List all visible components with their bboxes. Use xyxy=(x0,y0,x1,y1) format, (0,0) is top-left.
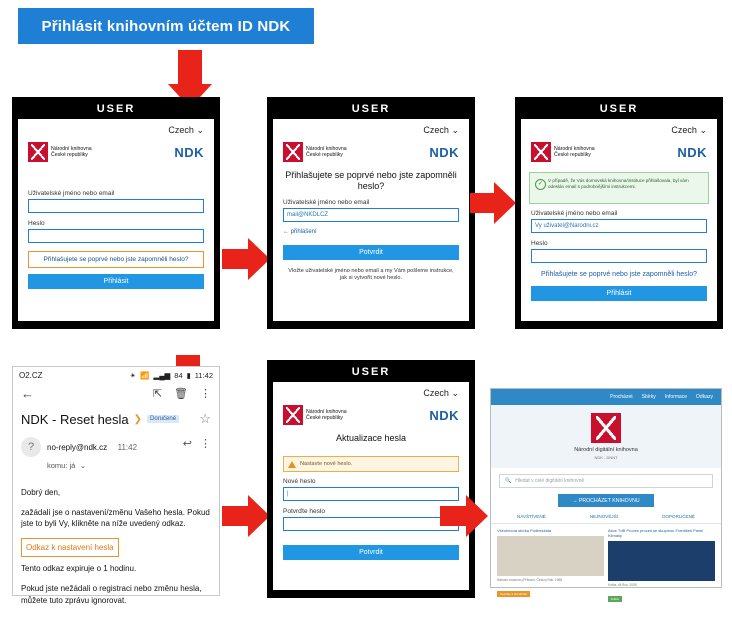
back-to-login-link[interactable]: ← přihlášení xyxy=(283,228,317,235)
logo-row xyxy=(18,136,214,164)
phone-step1 xyxy=(12,97,220,329)
nk-mark-icon xyxy=(283,405,303,425)
search-input[interactable] xyxy=(499,474,713,488)
language-selector[interactable] xyxy=(18,119,214,136)
username-label: Uživatelské jméno nebo email xyxy=(531,210,618,217)
phone-step2 xyxy=(267,97,475,329)
nav-item-odkazy[interactable]: Odkazy xyxy=(696,394,713,400)
login-button[interactable]: Přihlásit xyxy=(28,274,204,289)
list-item[interactable] xyxy=(497,529,604,605)
chevron-down-icon: ⌄ xyxy=(196,125,204,135)
phone-user-label: USER xyxy=(96,103,136,115)
star-icon[interactable]: ☆ xyxy=(199,411,211,426)
arrow-mail-to-step5 xyxy=(222,495,272,539)
nk-logo xyxy=(283,405,347,425)
signal-icon: ▂▄▆ xyxy=(153,371,171,380)
status-icons xyxy=(130,371,213,380)
more-vertical-icon[interactable]: ⋮ xyxy=(200,388,211,400)
more-vertical-icon[interactable]: ⋮ xyxy=(200,438,211,450)
new-password-label: Nové heslo xyxy=(283,478,316,486)
email-expiry-note: Tento odkaz expiruje o 1 hodinu. xyxy=(21,564,137,574)
forgot-password-link[interactable]: Přihlašujete se poprvé nebo jste zapomněli heslo? xyxy=(540,271,698,278)
language-selector[interactable] xyxy=(273,382,469,399)
phone-step3 xyxy=(515,97,723,329)
screen-email xyxy=(12,366,220,605)
back-arrow-icon[interactable]: ← xyxy=(21,386,34,401)
nk-logo xyxy=(531,142,595,162)
reply-icon[interactable]: ↩ xyxy=(182,438,192,450)
language-selector[interactable] xyxy=(521,119,717,136)
tab-navstivene[interactable]: NAVŠTÍVENÉ xyxy=(516,514,546,519)
screen-digital-library xyxy=(490,388,722,601)
phone-step5 xyxy=(267,360,475,598)
update-password-headline: Aktualizace hesla xyxy=(335,433,407,443)
email-greeting: Dobrý den, xyxy=(21,488,61,497)
nk-logo-text: Národní knihovna České republiky xyxy=(51,145,92,158)
tab-nejnovejsi[interactable]: NEJNOVĚJŠÍ xyxy=(589,514,619,519)
confirm-password-label: Potvrďte heslo xyxy=(283,508,325,516)
logo-row xyxy=(273,136,469,164)
trash-icon[interactable]: 🗑 xyxy=(174,388,188,400)
screen-update-password xyxy=(273,382,469,590)
nav-item-prochazet[interactable]: Procházet xyxy=(610,394,633,400)
confirm-button[interactable]: Potvrdit xyxy=(283,245,459,260)
nk-mark-icon xyxy=(591,413,621,443)
email-body xyxy=(13,479,219,618)
search-icon: 🔍 xyxy=(505,478,512,484)
page-title-banner xyxy=(18,8,314,44)
label-chip: Doručené xyxy=(147,415,179,423)
nav-item-sbirky[interactable]: Sbírky xyxy=(641,394,656,400)
email-paragraph-2: Pokud jste nežádali o registraci nebo změnu hesla, můžete tuto zprávu ignorovat. xyxy=(21,583,202,605)
username-label: Uživatelské jméno nebo email xyxy=(28,190,115,197)
ndk-logo: NDK xyxy=(174,144,204,160)
screen-login xyxy=(18,119,214,321)
clock-label: 11:42 xyxy=(194,371,213,380)
ndk-logo: NDK xyxy=(429,144,459,160)
language-value: Czech xyxy=(671,125,697,135)
avatar: ? xyxy=(21,437,41,457)
check-circle-icon: ✓ xyxy=(535,179,546,190)
ndk-logo: NDK xyxy=(677,144,707,160)
reset-password-link[interactable]: Odkaz k nastavení hesla xyxy=(21,538,119,558)
chevron-down-icon[interactable]: ⌄ xyxy=(79,461,87,470)
archive-icon[interactable]: ⇱ xyxy=(152,388,163,400)
chevron-down-icon: ⌄ xyxy=(451,125,459,135)
username-label: Uživatelské jméno nebo email xyxy=(283,198,370,206)
nav-item-informace[interactable]: Informace xyxy=(664,394,688,400)
card-meta: Kniha, dil Rok: 2008 xyxy=(608,582,637,587)
portal-nav xyxy=(491,389,721,405)
browse-library-button[interactable]: → PROCHÁZET KNIHOVNU xyxy=(558,494,654,507)
card-tag: Kniha xyxy=(608,596,622,602)
screen-confirm-email-sent xyxy=(521,119,717,321)
wifi-icon: 📶 xyxy=(140,371,150,380)
portal-card-list xyxy=(491,524,721,610)
email-sender-row xyxy=(13,429,219,479)
card-thumbnail xyxy=(608,541,715,581)
card-title: Všeobecná sbírka Podbeskida xyxy=(497,528,552,533)
language-value: Czech xyxy=(168,125,194,135)
logo-row xyxy=(273,399,469,427)
phone-user-label: USER xyxy=(599,103,639,115)
phone-user-label: USER xyxy=(351,366,391,378)
nk-mark-icon xyxy=(531,142,551,162)
confirm-password-input[interactable] xyxy=(283,517,459,531)
nk-logo xyxy=(283,142,347,162)
arrow-step5-to-portal xyxy=(440,495,490,539)
card-thumbnail xyxy=(497,536,604,576)
arrow-step2-to-step3 xyxy=(470,182,518,226)
nk-logo-text: Národní knihovna České republiky xyxy=(554,145,595,158)
login-button[interactable]: Přihlásit xyxy=(531,286,707,301)
status-bar xyxy=(13,367,219,382)
sender-address: no-reply@ndk.cz xyxy=(47,443,108,452)
username-input[interactable]: Vy uživatel@Narodni.cz xyxy=(531,219,707,233)
forgot-password-link[interactable]: Přihlašujete se poprvé nebo jste zapomněli heslo? xyxy=(28,251,204,268)
email-toolbar xyxy=(13,382,219,407)
password-label: Heslo xyxy=(531,240,548,247)
password-input[interactable] xyxy=(28,229,204,243)
portal-brand-title: Národní digitální knihovna xyxy=(574,447,638,453)
email-paragraph-1: zažádali jse o nastavení/změnu Vašeho hesla. Pokud jste to byli Vy, klikněte na níže uvedený odkaz. xyxy=(21,507,210,529)
email-subject: NDK - Reset hesla xyxy=(21,411,129,427)
warning-alert xyxy=(283,456,459,472)
language-selector[interactable] xyxy=(273,119,469,136)
portal-brand-subtitle: NDK - DNNT xyxy=(594,455,618,460)
portal-tabs xyxy=(491,507,721,524)
confirm-button[interactable]: Potvrdit xyxy=(283,545,459,560)
battery-level: 84 xyxy=(174,371,183,380)
chevron-down-icon: ⌄ xyxy=(699,125,707,135)
password-label: Heslo xyxy=(28,220,45,227)
warning-triangle-icon xyxy=(288,461,296,468)
language-value: Czech xyxy=(423,125,449,135)
email-subject-row xyxy=(13,407,219,429)
reset-headline: Přihlašujete se poprvé nebo jste zapomněli heslo? xyxy=(285,170,457,192)
username-input[interactable] xyxy=(28,199,204,213)
new-password-input[interactable]: | xyxy=(283,487,459,501)
tab-doporucene[interactable]: DOPORUČENÉ xyxy=(662,514,695,519)
ndk-logo: NDK xyxy=(429,407,459,423)
list-item[interactable] xyxy=(608,529,715,605)
success-alert-text: V případě, že Vás domovská knihovna/instituce přihlašovala, byl vám odeslán email s podrobnějšími instrukcemi. xyxy=(548,178,689,190)
search-placeholder: Hledat v celé digitální knihovně xyxy=(515,478,585,484)
logo-row xyxy=(521,136,717,164)
carrier-label: O2.CZ xyxy=(19,371,43,380)
reset-note: Vložte uživatelské jméno nebo email a my Vám pošleme instrukce, jak si vytvořit nové heslo. xyxy=(288,267,454,282)
recipient-label: komu: já xyxy=(47,461,76,470)
page-title: Přihlásit knihovním účtem ID NDK xyxy=(41,17,291,35)
language-value: Czech xyxy=(423,388,449,398)
phone-user-label: USER xyxy=(351,103,391,115)
nk-mark-icon xyxy=(283,142,303,162)
chevron-down-icon: ⌄ xyxy=(451,388,459,398)
card-title: Akce TdB Proces proces se skupinou František Pavel Klimaky xyxy=(608,528,704,538)
success-alert xyxy=(529,172,709,204)
username-input[interactable]: mail@NKDLCZ xyxy=(283,208,459,222)
nk-logo-text: Národní knihovna České republiky xyxy=(306,408,347,421)
arrow-step1-to-step2 xyxy=(222,238,272,282)
sender-time: 11:42 xyxy=(117,443,138,452)
nk-mark-icon xyxy=(28,142,48,162)
warning-alert-text: Nastavte nové heslo. xyxy=(300,461,353,468)
screen-request-reset xyxy=(273,119,469,321)
battery-icon: ▮ xyxy=(186,371,191,380)
password-input[interactable] xyxy=(531,249,707,263)
nk-logo-text: Národní knihovna České republiky xyxy=(306,145,347,158)
bluetooth-icon: ✴ xyxy=(129,371,137,380)
card-meta: Národní muzeum (Příbram, Česko) Rok: 1968 xyxy=(497,577,563,582)
priority-icon: ❯ xyxy=(133,413,143,425)
card-tag: Novinky a čtenářské xyxy=(497,591,530,597)
nk-logo xyxy=(28,142,92,162)
portal-hero xyxy=(491,405,721,468)
